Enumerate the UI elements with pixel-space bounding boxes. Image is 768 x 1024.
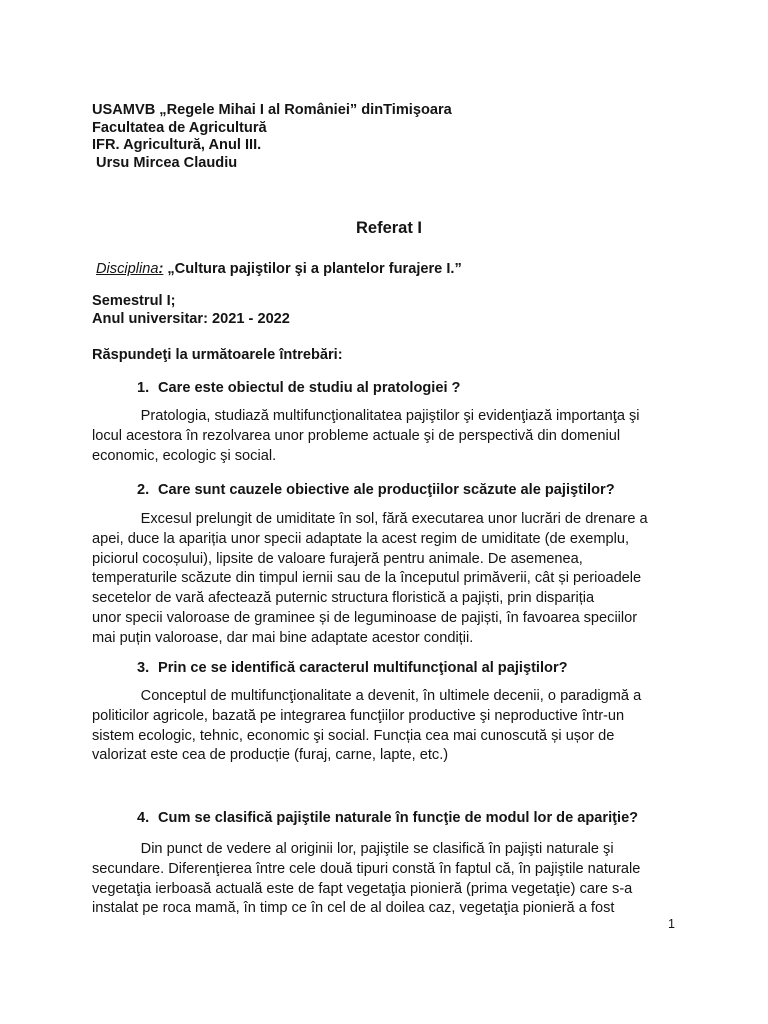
answer-line: piciorul cocoșului), lipsite de valoare furajeră pentru animale. De asemenea, bbox=[92, 550, 583, 567]
instruction-line: Răspundeţi la următoarele întrebări: bbox=[92, 347, 343, 363]
answer-line: instalat pe roca mamă, în timp ce în cel de al doilea caz, vegetaţia pionieră a fost bbox=[92, 900, 615, 917]
answer-4 bbox=[92, 840, 682, 919]
question-1 bbox=[137, 380, 460, 396]
discipline-value: „Cultura pajiştilor şi a plantelor furajere I.” bbox=[163, 261, 462, 277]
semester-block bbox=[92, 293, 290, 328]
question-text: Prin ce se identifică caracterul multifuncţional al pajiştilor? bbox=[158, 660, 568, 676]
answer-line: sistem ecologic, tehnic, economic şi social. Funcția cea mai cunoscută și ușor de bbox=[92, 727, 615, 744]
answer-line: Din punct de vedere al originii lor, pajiştile se clasifică în pajişti naturale şi bbox=[92, 841, 614, 857]
question-text: Care sunt cauzele obiective ale producţiilor scăzute ale pajiştilor? bbox=[158, 482, 615, 498]
answer-1 bbox=[92, 407, 682, 466]
answer-line: Conceptul de multifuncţionalitate a devenit, în ultimele decenii, o paradigmă a bbox=[92, 688, 642, 704]
author-line: Ursu Mircea Claudiu bbox=[92, 154, 238, 171]
question-4 bbox=[137, 810, 638, 826]
question-number: 2. bbox=[137, 482, 150, 498]
answer-2 bbox=[92, 510, 682, 649]
answer-line: vegetaţia ierboasă actuală este de fapt vegetaţia pionieră (prima vegetaţie) care s-a bbox=[92, 880, 633, 897]
question-text: Cum se clasifică pajiştile naturale în funcţie de modul lor de apariţie? bbox=[158, 810, 639, 826]
question-3 bbox=[137, 660, 568, 676]
answer-line: apei, duce la apariția unor specii adaptate la acest regim de umiditate (de exemplu, bbox=[92, 530, 630, 547]
answer-3 bbox=[92, 687, 682, 766]
discipline-label: Disciplina bbox=[96, 261, 159, 277]
academic-year-line: Anul universitar: 2021 - 2022 bbox=[92, 310, 290, 327]
page-number: 1 bbox=[668, 917, 675, 931]
answer-line: mai puțin valoroase, dar mai bine adaptate acestor condiții. bbox=[92, 629, 474, 646]
page-title: Referat I bbox=[355, 219, 423, 237]
answer-line: politicilor agricole, bazată pe integrarea funcţiilor productive şi neproductive într-un bbox=[92, 707, 625, 724]
answer-line: temperaturile scăzute din timpul iernii sau de la începutul primăverii, cât și perioadele bbox=[92, 570, 642, 587]
question-number: 3. bbox=[137, 660, 150, 676]
program-line: IFR. Agricultură, Anul III. bbox=[92, 137, 262, 153]
discipline-colon: : bbox=[158, 261, 164, 277]
answer-line: secundare. Diferenţierea între cele două tipuri constă în faptul că, în pajiştile naturale bbox=[92, 860, 641, 877]
answer-line: locul acestora în rezolvarea unor probleme actuale şi de perspectivă din domeniul bbox=[92, 427, 621, 444]
faculty-line: Facultatea de Agricultură bbox=[92, 119, 267, 136]
answer-line: Excesul prelungit de umiditate în sol, fără executarea unor lucrări de drenare a bbox=[92, 511, 648, 527]
answer-line: unor specii valoroase de graminee și de leguminoase de pajiști, în favoarea speciilor bbox=[92, 609, 638, 626]
document-header bbox=[92, 102, 452, 172]
answer-line: economic, ecologic şi social. bbox=[92, 447, 277, 464]
university-line: USAMVB „Regele Mihai I al României” dinTimişoara bbox=[92, 102, 452, 118]
question-text: Care este obiectul de studiu al pratologiei ? bbox=[158, 380, 461, 396]
question-number: 4. bbox=[137, 810, 150, 826]
answer-line: secetelor de vară afectează puternic structura floristică a pajiști, prin dispariția bbox=[92, 590, 595, 607]
semester-line: Semestrul I; bbox=[92, 293, 176, 309]
answer-line: Pratologia, studiază multifuncţionalitatea pajiştilor şi evidenţiază importanţa şi bbox=[92, 408, 640, 424]
question-number: 1. bbox=[137, 380, 150, 396]
discipline-line bbox=[96, 261, 462, 277]
answer-line: valorizat este cea de producție (furaj, carne, lapte, etc.) bbox=[92, 747, 449, 764]
question-2 bbox=[137, 482, 615, 498]
